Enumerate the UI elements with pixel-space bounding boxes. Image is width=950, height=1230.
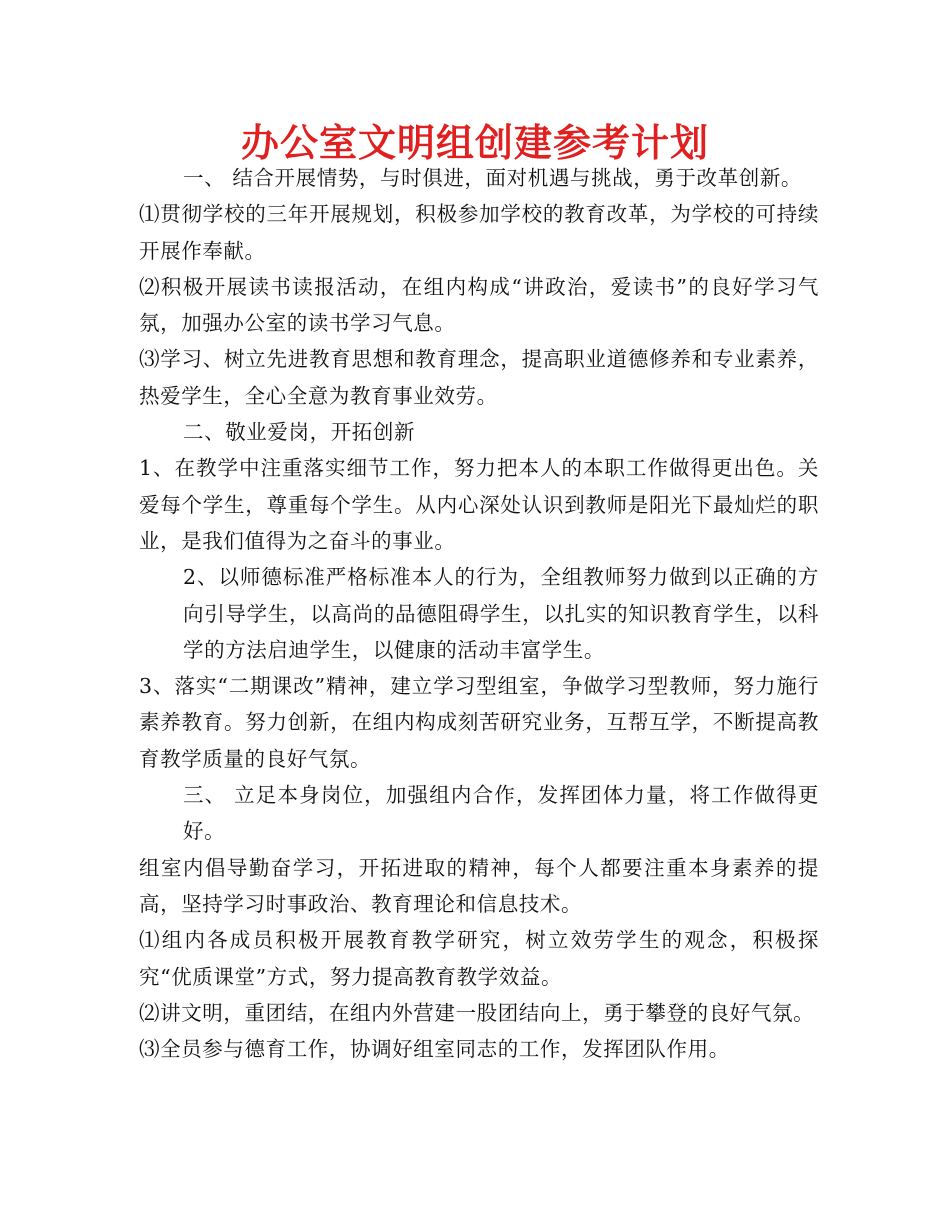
paragraph: ⑵积极开展读书读报活动，在组内构成“讲政治，爱读书”的良好学习气氛，加强办公室的读书学习气息。 <box>139 274 819 336</box>
paragraph: ⑶全员参与德育工作，协调好组室同志的工作，发挥团队作用。 <box>139 1037 730 1062</box>
paragraph: 1、在教学中注重落实细节工作，努力把本人的本职工作做得更出色。关爱每个学生，尊重每个学生。从内心深处认识到教师是阳光下最灿烂的职业，是我们值得为之奋斗的事业。 <box>139 456 819 553</box>
paragraph: 3、落实“二期课改”精神，建立学习型组室，争做学习型教师，努力施行素养教育。努力创新，在组内构成刻苦研究业务，互帮互学，不断提高教育教学质量的良好气氛。 <box>139 674 819 771</box>
paragraph: 一、 结合开展情势，与时俱进，面对机遇与挑战，勇于改革创新。 <box>183 166 803 190</box>
document-title: 办公室文明组创建参考计划 <box>240 121 709 165</box>
paragraph: 三、 立足本身岗位，加强组内合作，发挥团体力量，将工作做得更好。 <box>183 783 819 844</box>
paragraph: ⑵讲文明，重团结，在组内外营建一股团结向上，勇于攀登的良好气氛。 <box>139 1000 815 1025</box>
paragraph: 组室内倡导勤奋学习，开拓进取的精神，每个人都要注重本身素养的提高，坚持学习时事政治、教育理论和信息技术。 <box>139 855 819 916</box>
document-body <box>139 160 819 1067</box>
paragraph: ⑶学习、树立先进教育思想和教育理念，提高职业道德修养和专业素养，热爱学生，全心全意为教育事业效劳。 <box>139 347 819 408</box>
paragraph: ⑴组内各成员积极开展教育教学研究，树立效劳学生的观念，积极探究“优质课堂”方式，努力提高教育教学效益。 <box>139 928 819 989</box>
section-heading: 二、敬业爱岗，开拓创新 <box>183 420 416 445</box>
paragraph: 2、以师德标准严格标准本人的行为，全组教师努力做到以正确的方向引导学生，以高尚的品德阻碍学生，以扎实的知识教育学生，以科学的方法启迪学生，以健康的活动丰富学生。 <box>183 565 819 662</box>
paragraph: ⑴贯彻学校的三年开展规划，积极参加学校的教育改革，为学校的可持续开展作奉献。 <box>139 202 819 263</box>
